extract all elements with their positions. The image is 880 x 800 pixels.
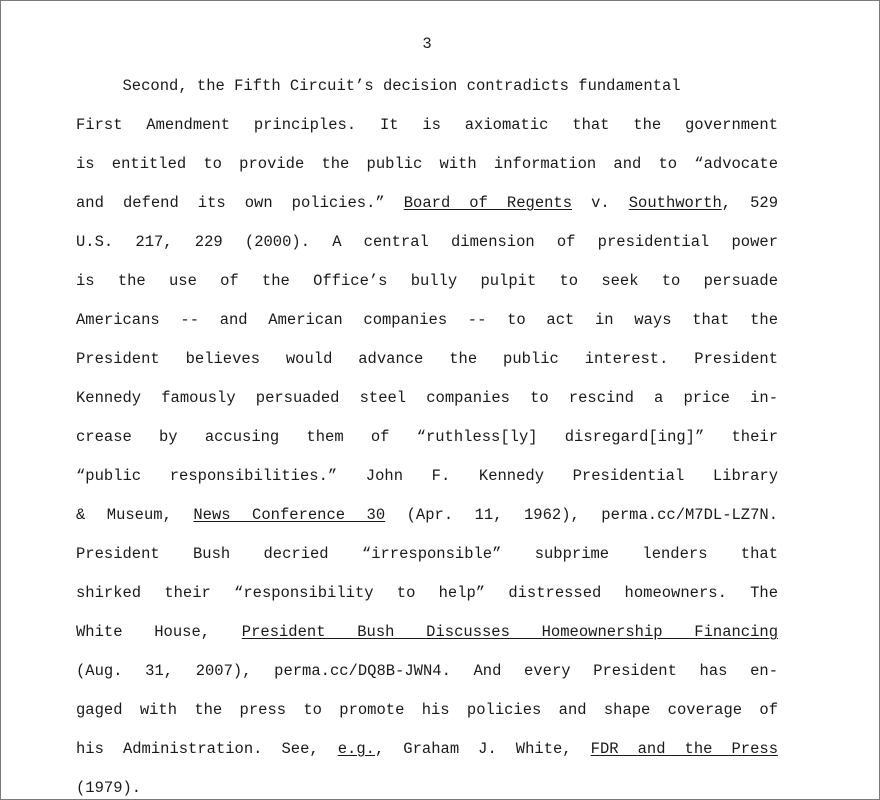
text-run: U.S. 217, 229 (2000). A central dimension of presidential power <box>76 233 778 251</box>
text-run: crease by accusing them of “ruthless[ly] disregard[ing]” their <box>76 428 778 446</box>
body-paragraph <box>76 74 778 800</box>
text-line <box>76 776 778 800</box>
text-line <box>76 659 778 698</box>
text-run: gaged with the press to promote his policies and shape coverage of <box>76 701 778 719</box>
citation-underlined: News Conference 30 <box>193 506 386 524</box>
citation-underlined: Southworth <box>628 194 722 212</box>
text-run: (Aug. 31, 2007), perma.cc/DQ8B-JWN4. And every President has en- <box>76 662 778 680</box>
text-run: (Apr. 11, 1962), perma.cc/M7DL-LZ7N. <box>385 506 779 524</box>
text-run: President believes would advance the public interest. President <box>76 350 778 368</box>
text-run: First Amendment principles. It is axiomatic that the government <box>76 116 778 134</box>
text-line <box>76 386 778 425</box>
text-line <box>76 464 778 503</box>
page-number: 3 <box>422 35 432 53</box>
text-line <box>76 269 778 308</box>
text-line <box>76 620 778 659</box>
text-line <box>76 581 778 620</box>
text-run: is the use of the Office’s bully pulpit to seek to persuade <box>76 272 778 290</box>
text-line <box>76 152 778 191</box>
citation-underlined: Board of Regents <box>403 194 573 212</box>
citation-underlined: FDR and the Press <box>590 740 778 758</box>
text-run: President Bush decried “irresponsible” subprime lenders that <box>76 545 778 563</box>
text-run: (1979). <box>76 779 142 797</box>
text-run: Kennedy famously persuaded steel companies to rescind a price in- <box>76 389 778 407</box>
text-run: “public responsibilities.” John F. Kennedy Presidential Library <box>76 467 778 485</box>
text-line <box>76 347 778 386</box>
text-line <box>76 230 778 269</box>
text-line <box>76 191 778 230</box>
text-run: Second, the Fifth Circuit’s decision contradicts fundamental <box>76 77 681 95</box>
text-run: White House, <box>76 623 242 641</box>
text-line <box>76 542 778 581</box>
text-run: , 529 <box>721 194 778 212</box>
citation-underlined: e.g. <box>337 740 375 758</box>
text-line <box>76 425 778 464</box>
text-run: is entitled to provide the public with information and to “advocate <box>76 155 778 173</box>
text-line <box>76 503 778 542</box>
text-run: & Museum, <box>76 506 194 524</box>
text-run: , Graham J. White, <box>374 740 591 758</box>
text-run: shirked their “responsibility to help” distressed homeowners. The <box>76 584 778 602</box>
text-line <box>76 74 778 113</box>
text-line <box>76 308 778 347</box>
text-run: his Administration. See, <box>76 740 338 758</box>
text-line <box>76 113 778 152</box>
citation-underlined: President Bush Discusses Homeownership Financing <box>241 623 778 641</box>
text-run: Americans -- and American companies -- to act in ways that the <box>76 311 778 329</box>
text-run: and defend its own policies.” <box>76 194 404 212</box>
text-line <box>76 737 778 776</box>
text-line <box>76 698 778 737</box>
text-run: v. <box>572 194 629 212</box>
